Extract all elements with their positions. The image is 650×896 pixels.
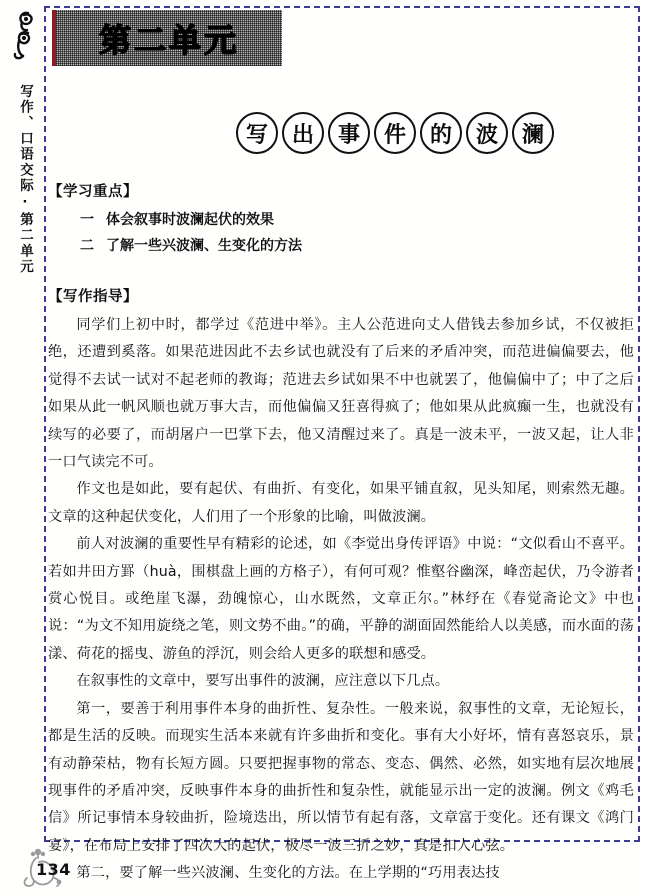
- guide-paragraph: 第一，要善于利用事件本身的曲折性、复杂性。一般来说，叙事性的文章，无论短长，都是生活的反映。而现实生活本来就有许多曲折和变化。事有大小好坏，情有喜怒哀乐，景有动静荣枯，物有长短方圆。只要把握事物的常态、变态、偶然、必然，如实地有层次地展现事件的矛盾冲突，反映事件本身的曲折性和复杂性，就能显示出一定的波澜。例文《鸡毛信》所记事情本身较曲折，险境迭出，所以情节有起有落，文章富于变化。还有课文《鸿门宴》，在布局上安排了四次大的起伏，极尽一波三折之妙，真是扣人心弦。: [48, 700, 634, 854]
- title-char-circle: 波: [466, 112, 508, 154]
- objective-number: 二: [80, 238, 94, 254]
- title-char-circle: 写: [236, 112, 278, 154]
- title-char-circle: 出: [282, 112, 324, 154]
- page-number: 134: [36, 860, 71, 879]
- objective-item: [48, 207, 634, 233]
- guide-paragraphs: [48, 312, 634, 888]
- objective-text: 了解一些兴波澜、生变化的方法: [106, 238, 302, 254]
- page-title: [236, 112, 554, 154]
- title-char-circle: 件: [374, 112, 416, 154]
- objective-text: 体会叙事时波澜起伏的效果: [106, 212, 274, 228]
- guide-paragraph: 同学们上初中时，都学过《范进中举》。主人公范进向丈人借钱去参加乡试，不仅被拒绝，还遭到奚落。如果范进因此不去乡试也就没有了后来的矛盾冲突，而范进偏偏要去，他觉得不去试一试对不起老师的教诲；范进去乡试如果不中也就罢了，他偏偏中了；中了之后如果从此一帆风顺也就万事大吉，而他偏偏又狂喜得疯了；他如果从此疯癫一生，也就没有续写的必要了，而胡屠户一巴掌下去，他又清醒过来了。真是一波未平，一波又起，让人非一口气读完不可。: [48, 317, 634, 471]
- body-column: [48, 180, 634, 888]
- objective-number: 一: [80, 212, 94, 228]
- objectives-heading: 【学习重点】: [48, 184, 138, 200]
- title-char-circle: 澜: [512, 112, 554, 154]
- unit-title: 第二单元: [98, 21, 239, 59]
- unit-banner: [52, 10, 282, 66]
- guide-paragraph: 第二，要了解一些兴波澜、生变化的方法。在上学期的“巧用表达技: [76, 865, 500, 882]
- guide-heading: 【写作指导】: [48, 289, 138, 305]
- floral-swirl-ornament: [4, 8, 38, 64]
- page-footer: [8, 848, 128, 892]
- guide-paragraph: 前人对波澜的重要性早有精彩的论述，如《李觉出身传评语》中说：“文似看山不喜平。若如井田方罫（huà，围棋盘上画的方格子），有何可观？惟壑谷幽深，峰峦起伏，乃令游者赏心悦目。或绝崖飞瀑，劲魄惊心，山水既然，文章正尔。”林纾在《春觉斋论文》中也说：“为文不知用旋绕之笔，则文势不曲。”的确，平静的湖面固然能给人以美感，而水面的荡漾、荷花的摇曳、游鱼的浮沉，则会给人更多的联想和感受。: [48, 536, 634, 662]
- title-char-circle: 的: [420, 112, 462, 154]
- objective-item: [48, 233, 634, 259]
- objectives-list: [48, 207, 634, 259]
- guide-paragraph: 在叙事性的文章中，要写出事件的波澜，应注意以下几点。: [76, 673, 450, 690]
- guide-paragraph: 作文也是如此，要有起伏、有曲折、有变化，如果平铺直叙，见头知尾，则索然无趣。文章的这种起伏变化，人们用了一个形象的比喻，叫做波澜。: [48, 481, 634, 525]
- side-strip: [0, 0, 44, 896]
- title-char-circle: 事: [328, 112, 370, 154]
- side-vertical-label: 写作、口语交际·第二单元: [17, 84, 33, 275]
- unit-banner-plate: [56, 10, 282, 66]
